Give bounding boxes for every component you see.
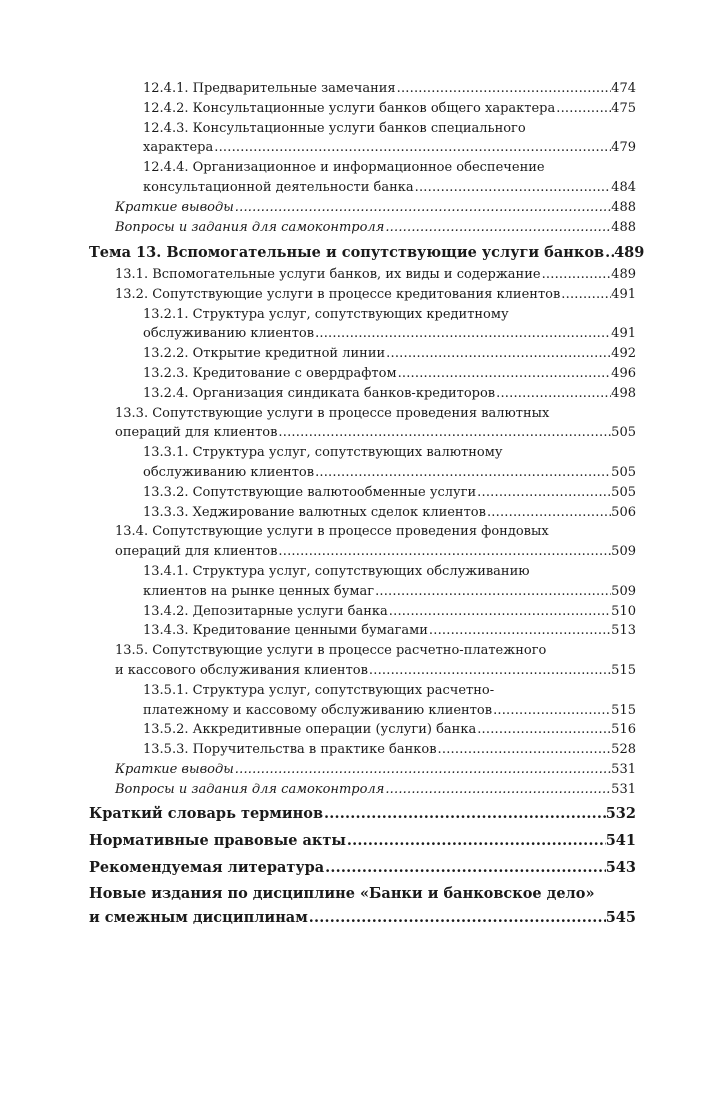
dot-leader [324,856,606,880]
toc-entry-line [143,119,636,139]
dot-leader [414,178,612,198]
toc-entry-line [143,344,636,364]
toc-entry-title: Тема 13. Вспомогательные и сопутствующие услуги банков [89,244,605,262]
toc-entry-line [143,483,636,503]
dot-leader [346,829,606,853]
toc-page-number: 509 [611,544,636,560]
toc-page-number: 506 [611,504,636,520]
toc-entry-title: обслуживанию клиентов [143,326,315,342]
toc-page-number: 488 [611,199,636,215]
toc-entry-title: 13.3. Сопутствующие услуги в процессе проведения валютных [115,405,550,421]
dot-leader [541,265,612,285]
toc-page-number: 509 [611,583,636,599]
toc-entry-title: операций для клиентов [115,425,278,441]
toc-entry-title: 13.1. Вспомогательные услуги банков, их виды и содержание [115,266,541,282]
toc-entry-title: и кассового обслуживания клиентов [115,662,368,678]
dot-leader [397,364,612,384]
toc-entry-title: характера [143,140,214,156]
toc-summary-entry [89,760,636,780]
toc-page-number: 515 [611,662,636,678]
toc-entry-line [89,802,636,826]
toc-entry-title: 13.4. Сопутствующие услуги в процессе проведения фондовых [115,524,549,540]
toc-entry-line [143,582,636,602]
toc-entry-line [115,641,636,661]
toc-entry-title: Краткий словарь терминов [89,805,324,823]
toc-entry-title: 13.2.3. Кредитование с овердрафтом [143,365,397,381]
toc-entry [89,503,636,523]
toc-entry-line [115,198,636,218]
dot-leader [384,780,611,800]
dot-leader [428,621,611,641]
toc-entry-line [143,158,636,178]
toc-summary-entry [89,218,636,238]
toc-entry-title: 13.2.4. Организация синдиката банков-кредиторов [143,385,496,401]
toc-entry-line [115,423,636,443]
toc-entry-title: 13.4.2. Депозитарные услуги банка [143,603,388,619]
toc-back-matter-entry [89,856,636,880]
dot-leader [492,701,611,721]
toc-page-number: 505 [611,464,636,480]
toc-back-matter-entry [89,829,636,853]
toc-page-number: 489 [614,244,645,262]
toc-page-number: 484 [611,179,636,195]
toc-entry [89,443,636,483]
dot-leader [213,138,611,158]
toc-page-number: 531 [611,761,636,777]
toc-entry-line [89,906,636,930]
toc-entry-line [143,681,636,701]
toc-entry-title: 13.4.1. Структура услуг, сопутствующих обслуживанию [143,563,530,579]
dot-leader [308,906,606,930]
toc-page-number: 488 [611,219,636,235]
toc-entry-line [115,218,636,238]
toc-entry [89,384,636,404]
dot-leader [374,582,611,602]
toc-entry [89,740,636,760]
toc-entry [89,79,636,99]
dot-leader [495,384,611,404]
toc-entry-line [143,364,636,384]
toc-entry-title: Рекомендуемая литература [89,858,325,876]
dot-leader [385,344,611,364]
toc-back-matter-entry [89,802,636,826]
dot-leader [314,324,611,344]
toc-entry-line [115,542,636,562]
toc-entry-title: Вопросы и задания для самоконтроля [115,219,385,235]
toc-page-number: 545 [605,908,636,926]
toc-entry-line [115,285,636,305]
dot-leader [476,720,611,740]
toc-entry-title: обслуживанию клиентов [143,464,315,480]
toc-entry-line [143,463,636,483]
toc-entry-title: 13.5. Сопутствующие услуги в процессе расчетно-платежного [115,643,547,659]
toc-entry-title: Краткие выводы [115,761,234,777]
toc-entry-line [143,138,636,158]
toc-entry [89,602,636,622]
toc-entry [89,404,636,444]
toc-page-number: 531 [611,781,636,797]
toc-topic-heading [89,241,645,265]
toc-entry [89,641,636,681]
toc-entry-title: 13.5.2. Аккредитивные операции (услуги) банка [143,722,477,738]
toc-entry-line [143,562,636,582]
toc-page-number: 528 [611,742,636,758]
dot-leader [277,542,611,562]
toc-entry [89,562,636,602]
toc-page-number: 510 [611,603,636,619]
toc-page-number: 492 [611,346,636,362]
toc-entry-line [89,856,636,880]
toc-entry [89,285,636,305]
toc-entry [89,265,636,285]
toc-page-number: 515 [611,702,636,718]
toc-entry [89,99,636,119]
toc-entry-title: 13.5.1. Структура услуг, сопутствующих расчетно- [143,682,495,698]
toc-entry [89,681,636,721]
toc-entry-line [89,829,636,853]
toc-entry [89,483,636,503]
toc-entry-title: Вопросы и задания для самоконтроля [115,781,385,797]
toc-entry-title: Нормативные правовые акты [89,832,346,850]
toc-entry-title: клиентов на рынке ценных бумаг [143,583,375,599]
dot-leader [388,602,611,622]
dot-leader [555,99,611,119]
toc-entry [89,621,636,641]
toc-entry-title: 12.4.2. Консультационные услуги банков общего характера [143,100,556,116]
dot-leader [560,285,611,305]
dot-leader [437,740,612,760]
dot-leader [384,218,611,238]
toc-entry-title: 13.3.3. Хеджирование валютных сделок клиентов [143,504,486,520]
toc-entry [89,720,636,740]
toc-entry-title: 13.4.3. Кредитование ценными бумагами [143,623,428,639]
dot-leader [234,198,611,218]
toc-entry [89,344,636,364]
toc-entry-line [143,79,636,99]
toc-entry-line [143,701,636,721]
toc-entry-line [115,780,636,800]
toc-entry-title: и смежным дисциплинам [89,908,308,926]
toc-entry-line [115,760,636,780]
toc-back-matter-entry [89,882,636,929]
toc-entry-title: 13.2. Сопутствующие услуги в процессе кредитования клиентов [115,286,561,302]
toc-entry-line [143,740,636,760]
toc-entry-title: платежному и кассовому обслуживанию клиентов [143,702,493,718]
toc-page-number: 543 [605,858,636,876]
toc-page-number: 479 [611,140,636,156]
dot-leader [486,503,611,523]
toc-entry-title: 13.3.1. Структура услуг, сопутствующих валютному [143,445,503,461]
toc-entry-line [143,503,636,523]
toc-page-number: 513 [611,623,636,639]
toc-entry-line [115,661,636,681]
toc-entry-line [143,621,636,641]
toc-page-number: 496 [611,365,636,381]
toc-summary-entry [89,198,636,218]
toc-entry-title: 13.5.3. Поручительства в практике банков [143,742,437,758]
toc-page-number: 516 [611,722,636,738]
toc-entry [89,119,636,159]
dot-leader [396,79,612,99]
toc-entry [89,522,636,562]
toc-summary-entry [89,780,636,800]
dot-leader [476,483,611,503]
toc-entry-line [143,384,636,404]
toc-entry-title: консультационной деятельности банка [143,179,414,195]
toc-entry [89,158,636,198]
toc-page-number: 505 [611,484,636,500]
toc-entry-line [89,241,645,265]
toc-entry-line [143,443,636,463]
dot-leader [314,463,611,483]
toc-entry-line [143,178,636,198]
toc-page-number: 491 [611,286,636,302]
toc-entry [89,364,636,384]
dot-leader [368,661,611,681]
toc-entry-title: 12.4.1. Предварительные замечания [143,81,396,96]
toc-page-number: 489 [611,266,636,282]
toc-page-number: 532 [605,805,636,823]
toc-page-number: 505 [611,425,636,441]
toc-entry-title: 12.4.4. Организационное и информационное обеспечение [143,160,545,176]
toc-entry-line [143,305,636,325]
toc-entry [89,305,636,345]
dot-leader [604,241,614,265]
toc-entry-line [115,404,636,424]
toc-entry-line [143,324,636,344]
toc-entry-line [143,602,636,622]
toc-entry-title: 13.3.2. Сопутствующие валютообменные услуги [143,484,477,500]
toc-page-number: 541 [605,832,636,850]
table-of-contents [89,79,645,929]
toc-page-number: 475 [611,100,636,116]
toc-entry-title: 13.2.1. Структура услуг, сопутствующих кредитному [143,306,509,322]
toc-entry-title: 12.4.3. Консультационные услуги банков специального [143,120,526,136]
toc-entry-line [89,882,636,906]
toc-entry-title: 13.2.2. Открытие кредитной линии [143,346,386,362]
toc-entry-title: Новые издания по дисциплине «Банки и банковское дело» [89,885,595,903]
toc-entry-title: операций для клиентов [115,544,278,560]
toc-page-number: 498 [611,385,636,401]
toc-page-number: 491 [611,326,636,342]
toc-entry-title: Краткие выводы [115,199,234,215]
toc-entry-line [115,265,636,285]
toc-entry-line [143,720,636,740]
toc-entry-line [143,99,636,119]
dot-leader [277,423,611,443]
dot-leader [234,760,611,780]
toc-page-number: 474 [611,81,636,96]
dot-leader [323,802,606,826]
toc-entry-line [115,522,636,542]
